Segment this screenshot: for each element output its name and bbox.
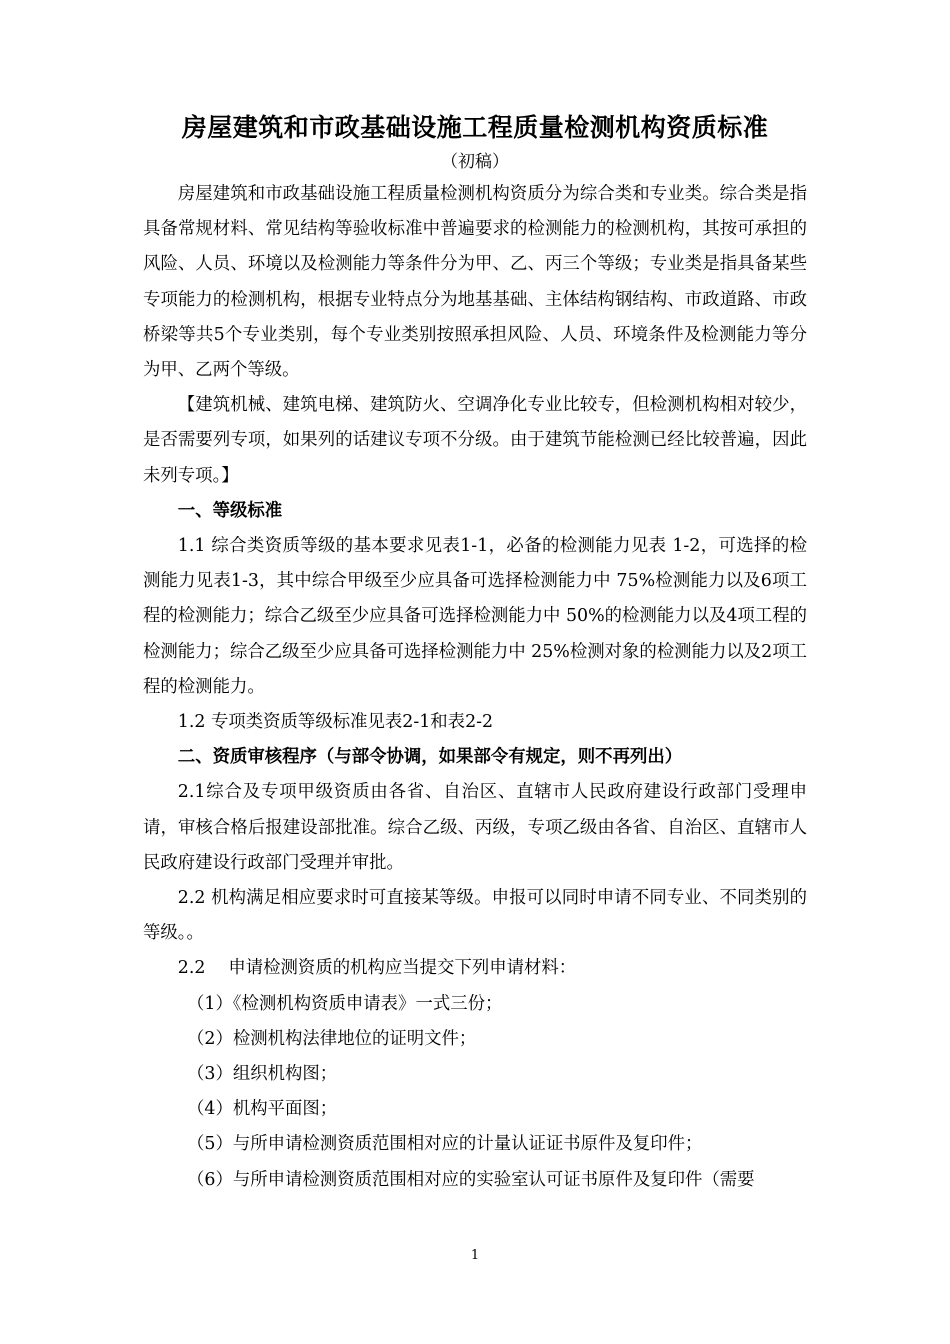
section-heading-review-procedure: 二、资质审核程序（与部令协调，如果部令有规定，则不再列出） <box>177 747 683 768</box>
section-heading-grade-standard: 一、等级标准 <box>177 500 283 521</box>
list-item: （5）与所申请检测资质范围相对应的计量认证证书原件及复印件； <box>187 1134 703 1155</box>
paragraph-1-1: 1.1 综合类资质等级的基本要求见表1-1，必备的检测能力见表 1-2，可选择的检测能力见表1-3，其中综合甲级至少应具备可选择检测能力中 75%检测能力以及6项工程的检测能力；综合乙级至少应具备可选择检测能力中 50%的检测能力以及4项工程的检测能力；综合乙级至少应具备可选择检测能力中 25%检测对象的检测能力以及2项工程的检测能力。 <box>143 536 807 697</box>
paragraph-1-2: 1.2 专项类资质等级标准见表2-1和表2-2 <box>177 712 494 733</box>
paragraph-2-2-b: 2.2 申请检测资质的机构应当提交下列申请材料： <box>177 958 577 979</box>
page-number: 1 <box>470 1248 480 1263</box>
list-item: （1）《检测机构资质申请表》一式三份； <box>187 993 503 1014</box>
list-item: （2）检测机构法律地位的证明文件； <box>187 1028 477 1049</box>
paragraph-2-2-a: 2.2 机构满足相应要求时可直接某等级。申报可以同时申请不同专业、不同类别的等级。。 <box>143 888 807 944</box>
paragraph-2-1: 2.1综合及专项甲级资质由各省、自治区、直辖市人民政府建设行政部门受理申请，审核合格后报建设部批准。综合乙级、丙级，专项乙级由各省、自治区、直辖市人民政府建设行政部门受理并审批。 <box>143 782 807 873</box>
document-body <box>143 177 807 1198</box>
list-item: （6）与所申请检测资质范围相对应的实验室认可证书原件及复印件（需要 <box>187 1169 755 1190</box>
document-title: 房屋建筑和市政基础设施工程质量检测机构资质标准 <box>181 113 769 142</box>
document-subtitle: （初稿） <box>441 152 509 172</box>
list-item: （3）组织机构图； <box>187 1064 338 1085</box>
paragraph-intro: 房屋建筑和市政基础设施工程质量检测机构资质分为综合类和专业类。综合类是指具备常规材料、常见结构等验收标准中普遍要求的检测能力的检测机构，其按可承担的风险、人员、环境以及检测能力等条件分为甲、乙、丙三个等级；专业类是指具备某些专项能力的检测机构，根据专业特点分为地基基础、主体结构钢结构、市政道路、市政桥梁等共5个专业类别，每个专业类别按照承担风险、人员、环境条件及检测能力等分为甲、乙两个等级。 <box>143 184 807 381</box>
list-item: （4）机构平面图； <box>187 1099 338 1120</box>
paragraph-note: 【建筑机械、建筑电梯、建筑防火、空调净化专业比较专，但检测机构相对较少，是否需要列专项，如果列的话建议专项不分级。由于建筑节能检测已经比较普遍，因此未列专项。】 <box>143 395 807 486</box>
